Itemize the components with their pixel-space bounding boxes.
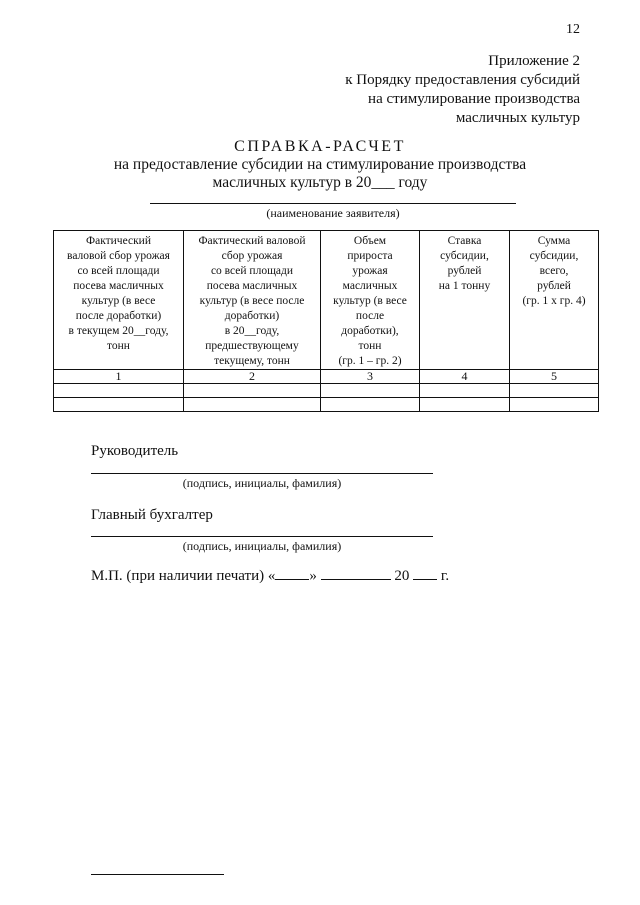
title-line: масличных культур в 20___ году [212, 174, 428, 191]
header-line: сбор урожая [221, 250, 283, 262]
header-cell [321, 231, 420, 370]
page-number: 12 [566, 22, 580, 37]
header-line: предшествующему [205, 340, 299, 352]
header-line: субсидии, [529, 250, 579, 262]
header-line: посева масличных [73, 280, 164, 292]
annex-line: масличных культур [455, 110, 580, 126]
column-number-row [54, 370, 599, 384]
header-line: доработки) [224, 310, 280, 322]
header-line: посева масличных [206, 280, 298, 292]
header-line: рублей [537, 280, 571, 292]
footnote-rule [91, 874, 224, 875]
accountant-signature-line[interactable] [91, 536, 433, 537]
header-line: валовой сбор урожая [67, 250, 170, 262]
header-line: тонн [358, 340, 382, 352]
header-line: прироста [347, 250, 393, 262]
header-row [54, 231, 599, 370]
header-line: после [355, 310, 385, 322]
header-line: в 20__году, [224, 325, 280, 337]
table-cell[interactable] [321, 384, 420, 398]
table-cell[interactable] [184, 398, 321, 412]
table-cell[interactable] [54, 398, 184, 412]
header-cell [420, 231, 510, 370]
applicant-caption: (наименование заявителя) [266, 206, 400, 220]
header-line: субсидии, [440, 250, 489, 262]
column-number: 5 [510, 370, 599, 384]
title-main: СПРАВКА-РАСЧЕТ [234, 138, 406, 155]
header-cell [54, 231, 184, 370]
column-number: 1 [54, 370, 184, 384]
header-line: (гр. 1 х гр. 4) [522, 295, 586, 307]
header-line: Объем [353, 235, 387, 247]
month-blank[interactable] [321, 579, 391, 580]
year-suffix: г. [440, 568, 450, 584]
table-cell[interactable] [54, 384, 184, 398]
annex-line: Приложение 2 [488, 53, 580, 69]
open-quote: « [267, 568, 276, 584]
header-line: культур (в весе [333, 295, 407, 307]
applicant-name-line [150, 203, 516, 204]
seal-date-line [91, 568, 449, 585]
header-line: доработки), [341, 325, 399, 337]
header-line: со всей площади [77, 265, 160, 277]
header-line: урожая [352, 265, 388, 277]
column-number: 4 [420, 370, 510, 384]
header-line: (гр. 1 – гр. 2) [338, 355, 402, 367]
annex-header [345, 52, 580, 128]
column-number: 2 [184, 370, 321, 384]
annex-line: к Порядку предоставления субсидий [345, 72, 580, 88]
header-line: рублей [447, 265, 482, 277]
header-line: всего, [539, 265, 569, 277]
document-title [0, 138, 640, 192]
header-line: Сумма [537, 235, 571, 247]
year-prefix: 20 [394, 568, 410, 584]
head-signature-caption: (подпись, инициалы, фамилия) [182, 476, 342, 490]
head-signature-label: Руководитель [91, 443, 179, 459]
header-line: Фактический валовой [198, 235, 306, 247]
header-cell [184, 231, 321, 370]
accountant-signature-caption: (подпись, инициалы, фамилия) [182, 539, 342, 553]
header-line: со всей площади [210, 265, 294, 277]
accountant-signature-label: Главный бухгалтер [91, 507, 213, 523]
header-line: культур (в весе [81, 295, 156, 307]
table-cell[interactable] [184, 384, 321, 398]
title-line: на предоставление субсидии на стимулирование производства [113, 156, 527, 173]
table-cell[interactable] [420, 398, 510, 412]
header-line: тонн [107, 340, 130, 352]
header-line: на 1 тонну [438, 280, 491, 292]
header-line: текущему, тонн [214, 355, 290, 367]
year-blank[interactable] [413, 579, 437, 580]
table-cell[interactable] [420, 384, 510, 398]
header-line: в текущем 20__году, [68, 325, 169, 337]
day-blank[interactable] [275, 579, 309, 580]
annex-line: на стимулирование производства [368, 91, 580, 107]
header-line: масличных [342, 280, 398, 292]
close-quote: » [309, 568, 317, 584]
table-cell[interactable] [321, 398, 420, 412]
table-row [54, 384, 599, 398]
header-line: Фактический [86, 235, 151, 247]
head-signature-line[interactable] [91, 473, 433, 474]
table-row [54, 398, 599, 412]
calculation-table [53, 230, 599, 412]
table-cell[interactable] [510, 384, 599, 398]
header-line: Ставка [447, 235, 482, 247]
header-line: культур (в весе после [199, 295, 305, 307]
seal-label: М.П. (при наличии печати) [91, 568, 265, 584]
column-number: 3 [321, 370, 420, 384]
header-line: после доработки) [75, 310, 162, 322]
header-cell [510, 231, 599, 370]
table-cell[interactable] [510, 398, 599, 412]
